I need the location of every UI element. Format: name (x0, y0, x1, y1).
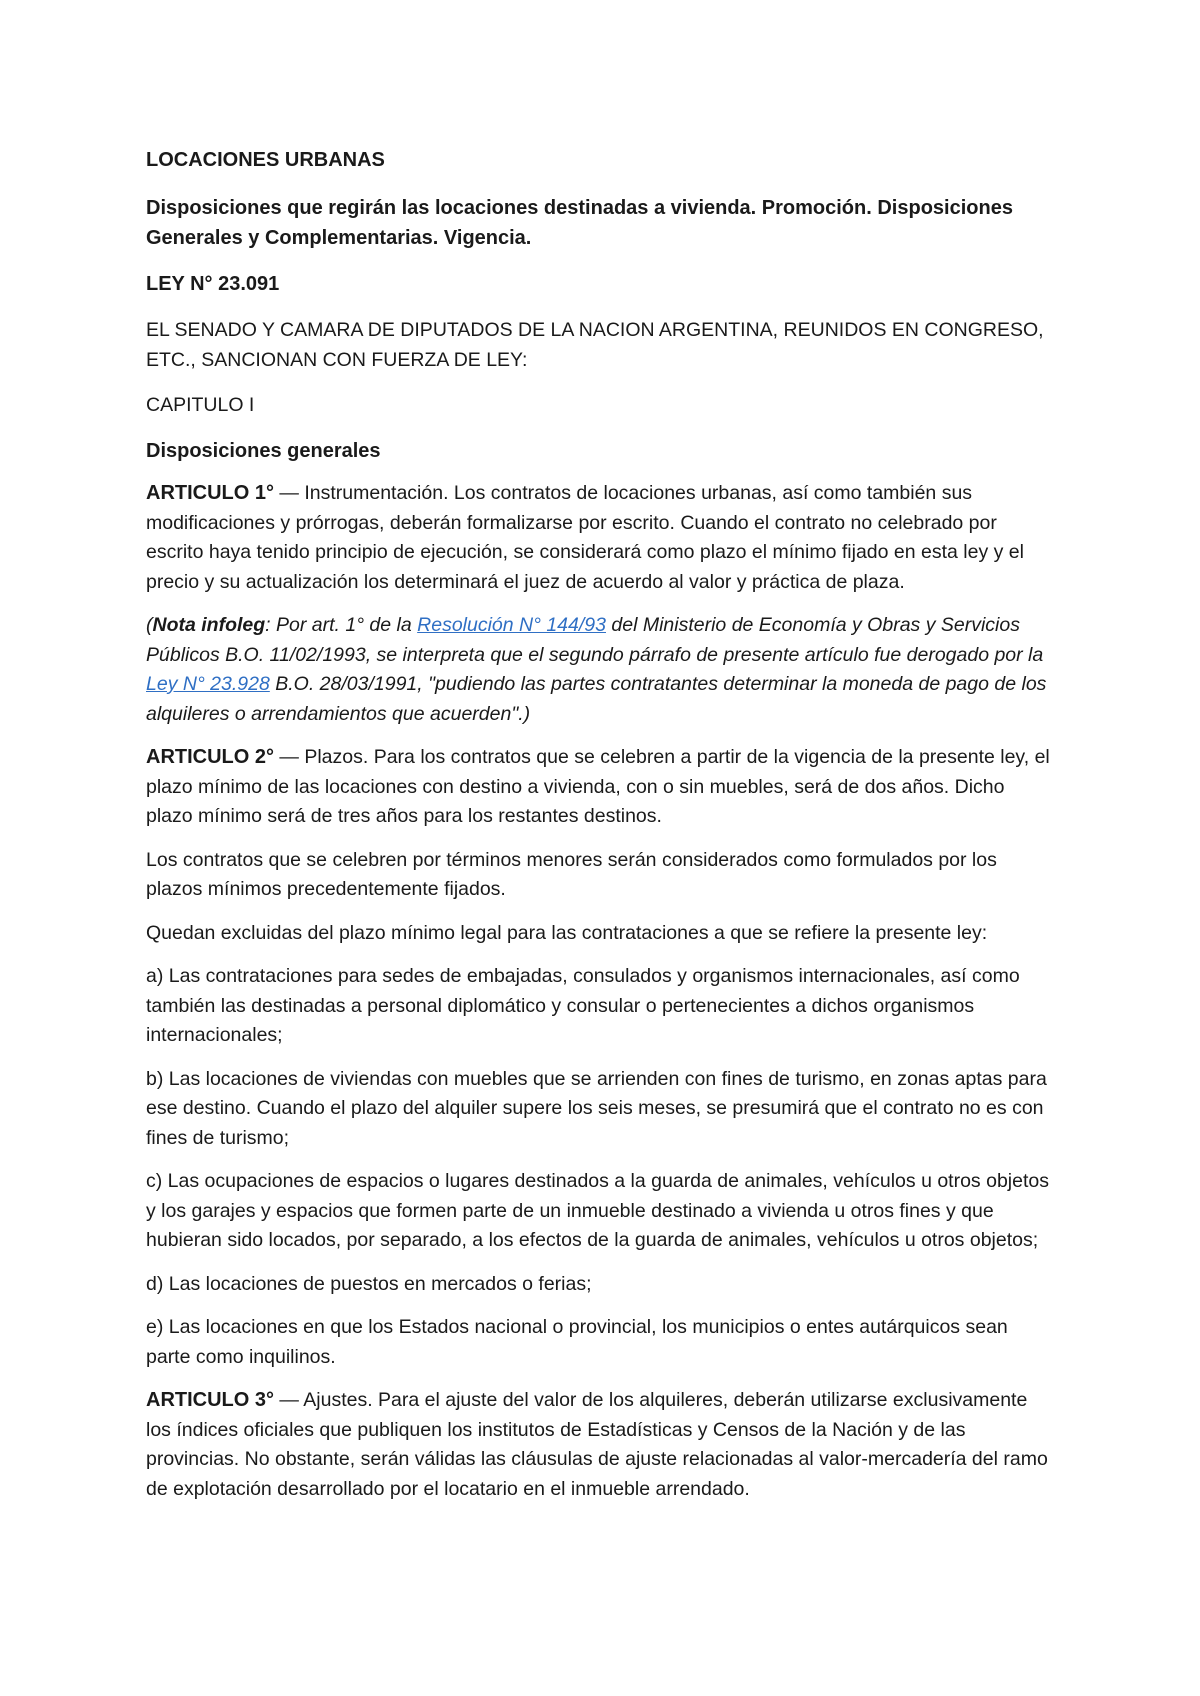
article-2-paragraph-2: Los contratos que se celebren por términos menores serán considerados como formulados por los plazos mínimos precedentemente fijados. (146, 848, 997, 900)
note-text-2: del Ministerio de Economía y Obras y Servicios Públicos B.O. 11/02/1993, se interpreta que el segundo párrafo de presente artículo fue derogado por la (146, 614, 1044, 666)
article-1-text: Instrumentación. Los contratos de locaciones urbanas, así como también sus modificaciones y prórrogas, deberán formalizarse por escrito. Cuando el contrato no celebrado por escrito haya tenido principio de ejecución, se considerará como plazo el mínimo fijado en esta ley y el precio y su actualización los determinará el juez de acuerdo al valor y práctica de plaza. (146, 482, 1024, 593)
article-2-dash: — (274, 746, 305, 768)
article-1 (146, 479, 1056, 597)
chapter-heading: CAPITULO I (146, 394, 255, 416)
exclusion-item-a: a) Las contrataciones para sedes de embajadas, consulados y organismos internacionales, así como también las destinadas a personal diplomático y consular o pertenecientes a dichos organismos internacionales; (146, 965, 1020, 1046)
article-3-label: ARTICULO 3° (146, 1389, 274, 1411)
document-body (146, 146, 1056, 1518)
exclusion-item-c: c) Las ocupaciones de espacios o lugares destinados a la guarda de animales, vehículos u otros objetos y los garajes y espacios que formen parte de un inmueble destinado a vivienda u otros fines y que hubieran sido locados, por separado, a los efectos de la guarda de animales, vehículos u otros objetos; (146, 1170, 1049, 1251)
document-subtitle: Disposiciones que regirán las locaciones destinadas a vivienda. Promoción. Disposiciones Generales y Complementarias. Vigencia. (146, 196, 1013, 249)
article-2-label: ARTICULO 2° (146, 746, 274, 768)
ley-23928-link[interactable]: Ley N° 23.928 (146, 673, 270, 695)
resolution-144-93-link[interactable]: Resolución N° 144/93 (417, 614, 606, 636)
exclusion-item-e: e) Las locaciones en que los Estados nacional o provincial, los municipios o entes autárquicos sean parte como inquilinos. (146, 1316, 1008, 1368)
note-text-3: B.O. 28/03/1991, "pudiendo las partes contratantes determinar la moneda de pago de los alquileres o arrendamientos que acuerden".) (146, 673, 1047, 725)
law-number: LEY N° 23.091 (146, 272, 280, 295)
article-3-text: Ajustes. Para el ajuste del valor de los alquileres, deberán utilizarse exclusivamente los índices oficiales que publiquen los institutos de Estadísticas y Censos de la Nación y de las provincias. No obstante, serán válidas las cláusulas de ajuste relacionadas al valor-mercadería del ramo de explotación desarrollado por el locatario en el inmueble arrendado. (146, 1389, 1048, 1500)
article-3-dash: — (274, 1389, 304, 1411)
note-open-paren: ( (146, 614, 153, 636)
infoleg-note (146, 611, 1056, 729)
document-title: LOCACIONES URBANAS (146, 149, 385, 171)
article-2-text: Plazos. Para los contratos que se celebren a partir de la vigencia de la presente ley, el plazo mínimo de las locaciones con destino a vivienda, con o sin muebles, será de dos años. Dicho plazo mínimo será de tres años para los restantes destinos. (146, 746, 1050, 827)
article-2 (146, 743, 1056, 832)
enactment-clause: EL SENADO Y CAMARA DE DIPUTADOS DE LA NACION ARGENTINA, REUNIDOS EN CONGRESO, ETC., SANCIONAN CON FUERZA DE LEY: (146, 319, 1044, 371)
exclusion-item-d: d) Las locaciones de puestos en mercados o ferias; (146, 1272, 592, 1295)
exclusion-item-b: b) Las locaciones de viviendas con muebles que se arrienden con fines de turismo, en zonas aptas para ese destino. Cuando el plazo del alquiler supere los seis meses, se presumirá que el contrato no es con fines de turismo; (146, 1067, 1047, 1149)
section-heading: Disposiciones generales (146, 439, 381, 462)
article-1-label: ARTICULO 1° (146, 482, 274, 504)
article-3 (146, 1386, 1056, 1504)
note-text-1: : Por art. 1° de la (265, 614, 418, 636)
note-label: Nota infoleg (152, 614, 266, 636)
article-1-dash: — (274, 482, 305, 504)
article-2-paragraph-3: Quedan excluidas del plazo mínimo legal para las contrataciones a que se refiere la presente ley: (146, 921, 988, 944)
